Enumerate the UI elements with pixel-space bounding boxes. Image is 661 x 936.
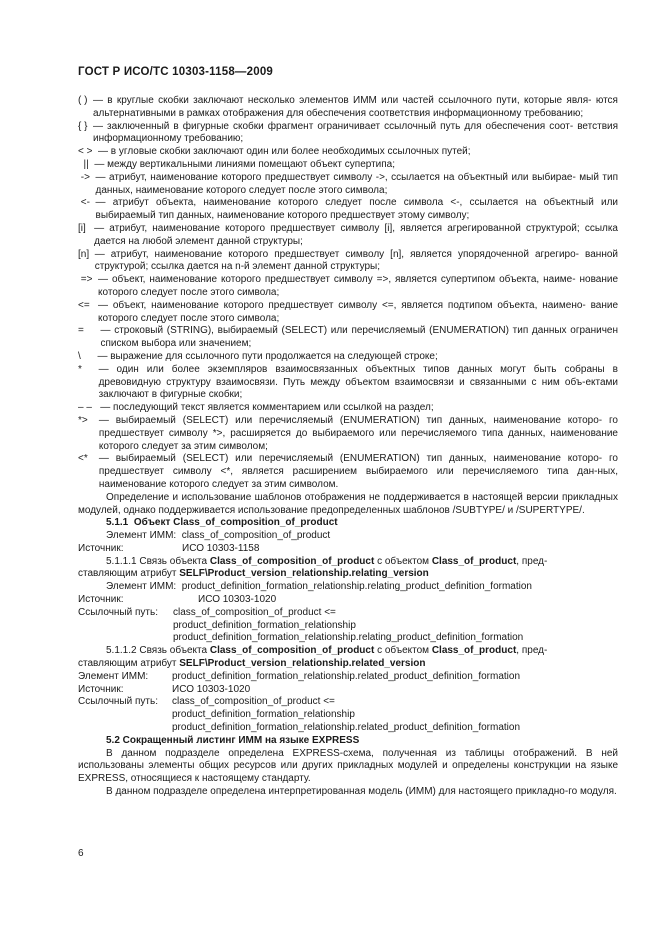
notation-symbol: <* xyxy=(78,453,99,465)
notation-description: — объект, наименование которого предшествует символу <=, является подтипом объекта, наимено- вание которого следует после этого символа; xyxy=(98,299,619,324)
reference-path-line: product_definition_formation_relationship xyxy=(172,709,355,721)
notation-symbol: <- xyxy=(78,197,96,209)
notation-item xyxy=(78,364,618,402)
notation-item xyxy=(78,415,618,453)
section-5-2-heading: 5.2 Сокращенный листинг ИММ на языке EXPRESS xyxy=(106,734,360,746)
notation-symbol: [n] xyxy=(78,248,95,260)
notation-symbol: \ xyxy=(78,350,98,362)
notation-symbol: ( ) xyxy=(78,95,93,106)
notation-item xyxy=(78,300,618,326)
notation-item xyxy=(78,146,618,159)
notation-symbol: – – xyxy=(78,402,101,414)
reference-path-row: Ссылочный путь: class_of_composition_of_product <= xyxy=(78,606,336,618)
imm-element-row: Элемент ИММ: class_of_composition_of_product xyxy=(106,530,331,542)
attribute-line: ставляющим атрибут SELF\Product_version_relationship.relating_version xyxy=(78,568,429,580)
reference-path-line: product_definition_formation_relationship xyxy=(173,619,356,631)
notation-item xyxy=(78,223,618,249)
notation-item xyxy=(78,249,618,275)
notation-symbol: => xyxy=(78,274,99,286)
notation-item xyxy=(78,325,618,351)
section-5-2-paragraph: В данном подразделе определена EXPRESS-схема, полученная из таблицы отображений. В ней использованы элементы общих ресурсов или других прикладных модулей и определены конструкции на языке EXPRESS, относящиеся к настоящему стандарту. xyxy=(78,747,618,785)
notation-symbol: || xyxy=(78,158,95,170)
attribute-line: ставляющим атрибут SELF\Product_version_relationship.related_version xyxy=(78,658,426,670)
section-5-2-paragraph: В данном подразделе определена интерпретированная модель (ИММ) для настоящего прикладно-го модуля. xyxy=(106,786,617,798)
notation-description: — один или более экземпляров взаимосвязанных объектных типов данных могут быть собраны в древовидную структуру взаимосвязи. Путь между объектом взаимосвязи и связанными с ним объ-ектами заключают в фигурные скобки; xyxy=(98,363,618,401)
notation-item xyxy=(78,351,618,364)
notation-item xyxy=(78,274,618,300)
section-5-1-1-1-heading: 5.1.1.1 Связь объекта Class_of_composition_of_product с объектом Class_of_product, пред- xyxy=(106,555,548,567)
notation-description: — в угловые скобки заключают один или более необходимых ссылочных путей; xyxy=(98,146,471,158)
notation-description: — заключенный в фигурные скобки фрагмент ограничивает ссылочный путь для обеспечения соот- ветствия информационному требованию; xyxy=(93,120,619,145)
notation-description: — выбираемый (SELECT) или перечисляемый (ENUMERATION) тип данных, наименование которо- го предшествует символу *>, расширяется до выбираемого или перечисляемого типа данных, наименование которого следует за этим символом; xyxy=(98,414,618,452)
notation-symbol: *> xyxy=(78,414,99,426)
notation-description: — в круглые скобки заключают несколько элементов ИММ или частей ссылочного пути, которые явля- ются альтернативными в рамках отображения для обеспечения соответствия информационному требованию; xyxy=(93,95,618,119)
notation-description: — атрибут, наименование которого предшествует символу [i], является агрегированной структурой; ссылка дается на любой элемент данной структуры; xyxy=(94,222,618,247)
notation-description: — объект, наименование которого предшествует символу =>, является супертипом объекта, наиме- нование которого следует после этого символа; xyxy=(98,274,618,298)
note-paragraph: Определение и использование шаблонов отображения не поддерживается в настоящей версии прикладных модулей, однако поддерживается использование предопределенных шаблонов /SUBTYPE/ и /SUPERTYPE/. xyxy=(78,491,618,516)
notation-symbol: = xyxy=(78,325,101,337)
source-row: Источник: ИСО 10303-1158 xyxy=(78,542,260,554)
notation-item xyxy=(78,197,618,223)
notation-item xyxy=(78,121,618,147)
source-row: Источник: ИСО 10303-1020 xyxy=(78,594,277,606)
notation-symbol: < > xyxy=(78,146,99,158)
notation-symbol: <= xyxy=(78,299,99,311)
notation-symbol: * xyxy=(78,363,99,375)
notation-description: — атрибут, наименование которого предшествует символу [n], является упорядоченной агрегиро- ванной структурой; ссылка дается на n-й элемент данной структуры; xyxy=(94,248,618,273)
reference-path-line: product_definition_formation_relationship.related_product_definition_formation xyxy=(172,722,521,734)
notation-item xyxy=(78,159,618,172)
notation-list xyxy=(78,95,618,492)
section-5-1-1-heading: 5.1.1 Объект Class_of_composition_of_product xyxy=(106,517,338,529)
notation-item xyxy=(78,402,618,415)
notation-description: — последующий текст является комментарием или ссылкой на раздел; xyxy=(100,402,434,414)
page-header-title: ГОСТ Р ИСО/ТС 10303-1158—2009 xyxy=(78,66,274,78)
source-row: Источник: ИСО 10303-1020 xyxy=(78,683,251,695)
section-5-1-1-2-heading: 5.1.1.2 Связь объекта Class_of_composition_of_product с объектом Class_of_product, пред- xyxy=(106,645,548,657)
notation-description: — атрибут объекта, наименование которого следует после символа <-, ссылается на объектный или выбираемый тип данных, наименование которого предшествует этому символу; xyxy=(95,197,618,222)
imm-element-row: Элемент ИММ: product_definition_formation_relationship.related_product_definition_formation xyxy=(78,670,521,682)
imm-element-row: Элемент ИММ: product_definition_formation_relationship.relating_product_definition_formation xyxy=(106,581,532,593)
reference-path-row: Ссылочный путь: class_of_composition_of_product <= xyxy=(78,696,335,708)
page-number: 6 xyxy=(78,848,84,859)
notation-symbol: [i] xyxy=(78,222,95,234)
notation-item xyxy=(78,172,618,198)
notation-description: — выражение для ссылочного пути продолжается на следующей строке; xyxy=(97,350,438,362)
notation-description: — между вертикальными линиями помещают объект супертипа; xyxy=(94,158,396,170)
notation-item xyxy=(78,95,618,121)
notation-description: — строковый (STRING), выбираемый (SELECT) или перечисляемый (ENUMERATION) тип данных ограничен списком выбора или значением; xyxy=(100,325,618,350)
notation-symbol: -> xyxy=(78,171,96,183)
notation-item xyxy=(78,453,618,491)
reference-path-line: product_definition_formation_relationship.relating_product_definition_formation xyxy=(173,632,524,644)
document-body xyxy=(78,95,618,799)
notation-description: — атрибут, наименование которого предшествует символу ->, ссылается на объектный или выбирае- мый тип данных, наименование которого следует после этого символа; xyxy=(95,171,619,196)
notation-description: — выбираемый (SELECT) или перечисляемый (ENUMERATION) тип данных, наименование которо- го предшествует символу <*, является расширением выбираемого или перечисляемого типа дан-ных, наименование которого следует за этим символом. xyxy=(98,453,618,490)
notation-symbol: { } xyxy=(78,120,94,132)
